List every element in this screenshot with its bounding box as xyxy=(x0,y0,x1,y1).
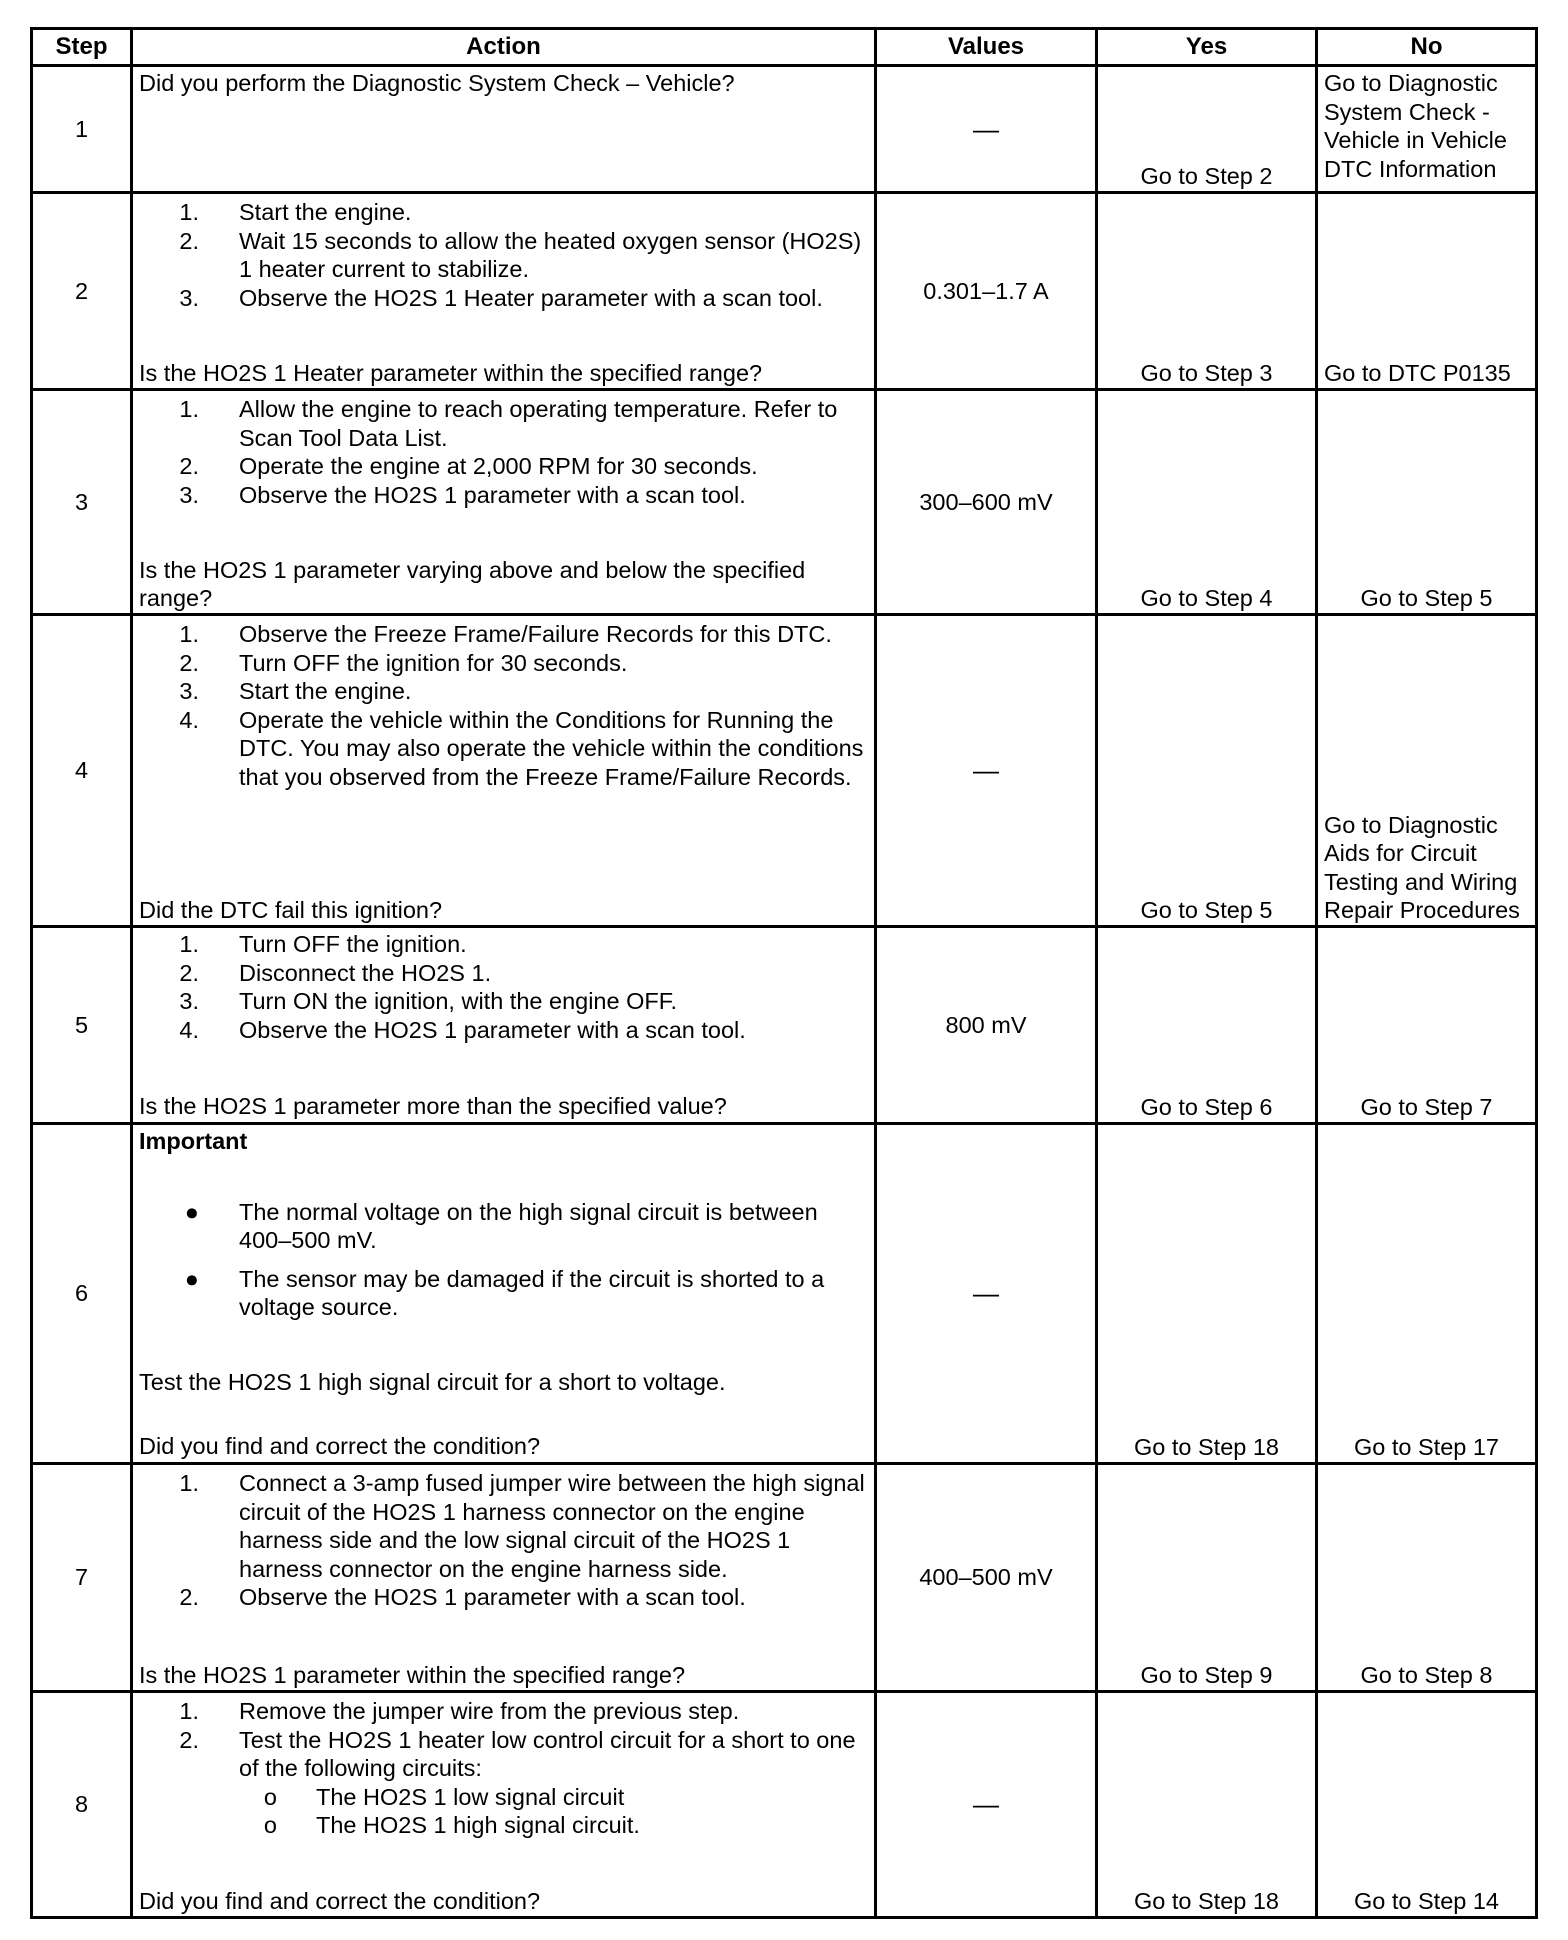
yes-text: Go to Step 6 xyxy=(1140,1094,1273,1121)
action-cell xyxy=(132,1464,876,1692)
action-steps xyxy=(139,1469,868,1612)
no-cell xyxy=(1317,1464,1537,1692)
header-no: No xyxy=(1317,29,1537,66)
no-text: Go to Step 7 xyxy=(1360,1094,1493,1121)
table-row-step-3 xyxy=(32,390,1537,615)
table-row-step-2 xyxy=(32,193,1537,390)
value-cell: — xyxy=(876,1692,1097,1918)
table-row-step-5 xyxy=(32,927,1537,1124)
important-bullets xyxy=(139,1198,868,1322)
step-number: 8 xyxy=(32,1692,132,1918)
list-item: 3. Observe the HO2S 1 parameter with a scan tool. xyxy=(179,481,746,508)
yes-cell xyxy=(1097,1464,1317,1692)
list-item: o The HO2S 1 low signal circuit xyxy=(263,1783,625,1810)
action-cell xyxy=(132,390,876,615)
table-row-step-8 xyxy=(32,1692,1537,1918)
list-item: o The HO2S 1 high signal circuit. xyxy=(263,1812,640,1839)
table-row-step-7 xyxy=(32,1464,1537,1692)
table-row-step-6 xyxy=(32,1124,1537,1464)
value-cell: — xyxy=(876,66,1097,193)
important-heading: Important xyxy=(139,1128,248,1154)
action-steps xyxy=(139,395,868,509)
action-steps xyxy=(139,1697,868,1783)
no-text: Go to Step 5 xyxy=(1360,585,1493,612)
list-item: 2. Test the HO2S 1 heater low control circuit for a short to one of the following circuits: xyxy=(179,1726,856,1782)
action-cell xyxy=(132,615,876,927)
yes-cell xyxy=(1097,927,1317,1124)
no-cell xyxy=(1317,390,1537,615)
list-item: 2. Observe the HO2S 1 parameter with a scan tool. xyxy=(179,1584,746,1611)
list-item: 2. Wait 15 seconds to allow the heated oxygen sensor (HO2S) 1 heater current to stabilize. xyxy=(179,227,862,283)
value-cell: — xyxy=(876,615,1097,927)
value-cell: 800 mV xyxy=(876,927,1097,1124)
yes-cell xyxy=(1097,193,1317,390)
header-row xyxy=(32,29,1537,66)
action-steps xyxy=(139,198,868,312)
list-item: 3. Observe the HO2S 1 Heater parameter with a scan tool. xyxy=(179,284,823,311)
question-text: Is the HO2S 1 parameter within the specified range? xyxy=(139,1662,686,1689)
step-number: 5 xyxy=(32,927,132,1124)
list-item: 2. Operate the engine at 2,000 RPM for 30 seconds. xyxy=(179,453,758,480)
yes-cell xyxy=(1097,1124,1317,1464)
yes-cell xyxy=(1097,66,1317,193)
step-number: 2 xyxy=(32,193,132,390)
header-yes: Yes xyxy=(1097,29,1317,66)
list-item: 2. Turn OFF the ignition for 30 seconds. xyxy=(179,649,628,676)
list-item: 4. Operate the vehicle within the Conditions for Running the DTC. You may also operate the vehicle within the conditions that you observed from the Freeze Frame/Failure Records. xyxy=(179,706,864,790)
question-text: Did you perform the Diagnostic System Check – Vehicle? xyxy=(139,70,735,96)
list-item: 2. Disconnect the HO2S 1. xyxy=(179,959,492,986)
no-cell xyxy=(1317,193,1537,390)
table-row-step-4 xyxy=(32,615,1537,927)
yes-text: Go to Step 18 xyxy=(1133,1434,1280,1461)
list-item: 1. Allow the engine to reach operating temperature. Refer to Scan Tool Data List. xyxy=(179,396,838,451)
header-values: Values xyxy=(876,29,1097,66)
list-item: ● The normal voltage on the high signal circuit is between 400–500 mV. xyxy=(184,1198,818,1254)
header-action: Action xyxy=(132,29,876,66)
list-item: 1. Observe the Freeze Frame/Failure Records for this DTC. xyxy=(179,621,832,647)
list-item: 3. Turn ON the ignition, with the engine OFF. xyxy=(179,988,678,1015)
yes-text: Go to Step 5 xyxy=(1140,897,1273,924)
yes-cell xyxy=(1097,390,1317,615)
list-item: 4. Observe the HO2S 1 parameter with a scan tool. xyxy=(179,1016,746,1043)
value-cell: 300–600 mV xyxy=(876,390,1097,615)
yes-cell xyxy=(1097,615,1317,927)
list-item: 3. Start the engine. xyxy=(179,678,412,705)
question-text: Did you find and correct the condition? xyxy=(139,1433,541,1460)
header-step: Step xyxy=(32,29,132,66)
no-cell xyxy=(1317,927,1537,1124)
value-cell: 0.301–1.7 A xyxy=(876,193,1097,390)
action-steps xyxy=(139,620,868,792)
yes-text: Go to Step 18 xyxy=(1133,1888,1280,1915)
no-text: Go to Diagnostic Aids for Circuit Testing and Wiring Repair Procedures xyxy=(1324,811,1520,924)
question-text: Did you find and correct the condition? xyxy=(139,1888,541,1915)
action-steps xyxy=(139,930,868,1044)
no-text: Go to Diagnostic System Check - Vehicle in Vehicle DTC Information xyxy=(1324,70,1507,182)
list-item: 1. Turn OFF the ignition. xyxy=(179,931,467,957)
step-number: 1 xyxy=(32,66,132,193)
table-row-step-1 xyxy=(32,66,1537,193)
step-number: 3 xyxy=(32,390,132,615)
question-text: Is the HO2S 1 parameter varying above and below the specified range? xyxy=(139,556,806,612)
action-cell xyxy=(132,1692,876,1918)
question-text: Is the HO2S 1 Heater parameter within the specified range? xyxy=(139,360,763,387)
list-item: 1. Start the engine. xyxy=(179,199,412,225)
yes-text: Go to Step 9 xyxy=(1140,1662,1273,1689)
no-text: Go to Step 8 xyxy=(1360,1662,1493,1689)
yes-text: Go to Step 2 xyxy=(1140,163,1273,190)
list-item: 1. Remove the jumper wire from the previous step. xyxy=(179,1698,740,1724)
list-item: 1. Connect a 3-amp fused jumper wire between the high signal circuit of the HO2S 1 harness connector on the engine harness side and the low signal circuit of the HO2S 1 harness connector on the engine harness side. xyxy=(179,1470,865,1582)
yes-text: Go to Step 3 xyxy=(1140,360,1273,387)
value-cell: 400–500 mV xyxy=(876,1464,1097,1692)
no-cell xyxy=(1317,615,1537,927)
diagnostic-table xyxy=(30,27,1538,1919)
list-item: ● The sensor may be damaged if the circuit is shorted to a voltage source. xyxy=(184,1265,825,1321)
step-number: 6 xyxy=(32,1124,132,1464)
action-cell xyxy=(132,66,876,193)
no-text: Go to Step 14 xyxy=(1353,1888,1500,1915)
no-cell xyxy=(1317,1692,1537,1918)
no-text: Go to DTC P0135 xyxy=(1324,360,1511,387)
instruction-text: Test the HO2S 1 high signal circuit for a short to voltage. xyxy=(139,1368,726,1395)
action-cell xyxy=(132,1124,876,1464)
value-cell: — xyxy=(876,1124,1097,1464)
action-cell xyxy=(132,927,876,1124)
question-text: Is the HO2S 1 parameter more than the specified value? xyxy=(139,1093,727,1120)
step-number: 7 xyxy=(32,1464,132,1692)
action-cell xyxy=(132,193,876,390)
no-text: Go to Step 17 xyxy=(1353,1434,1500,1461)
yes-text: Go to Step 4 xyxy=(1140,585,1273,612)
no-cell xyxy=(1317,66,1537,193)
yes-cell xyxy=(1097,1692,1317,1918)
sub-items xyxy=(139,1783,868,1840)
step-number: 4 xyxy=(32,615,132,927)
question-text: Did the DTC fail this ignition? xyxy=(139,897,443,924)
no-cell xyxy=(1317,1124,1537,1464)
